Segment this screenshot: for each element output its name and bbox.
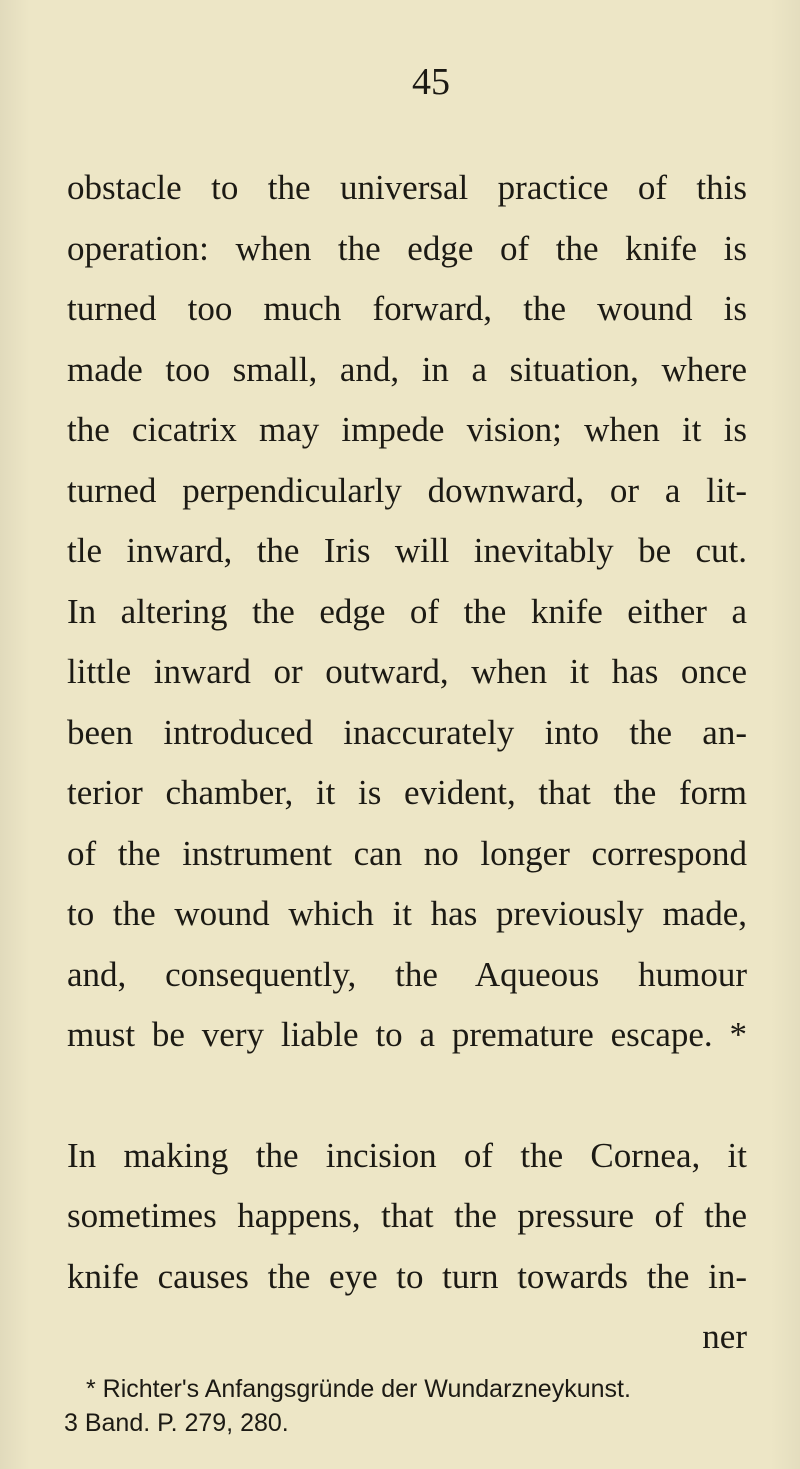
- footnote-line: * Richter's Anfangsgründe der Wundarzneykunst.: [86, 1375, 631, 1403]
- text-line: tle inward, the Iris will inevitably be cut.: [67, 531, 747, 570]
- text-line: little inward or outward, when it has once: [67, 652, 747, 691]
- text-line: In altering the edge of the knife either a: [67, 591, 747, 631]
- paragraph-1: [67, 158, 747, 1066]
- footnote: [64, 1372, 744, 1440]
- text-line: obstacle to the universal practice of this: [67, 168, 747, 207]
- text-line: In making the incision of the Cornea, it: [67, 1135, 747, 1175]
- text-line: turned perpendicularly downward, or a lit-: [67, 470, 747, 510]
- text-line: turned too much forward, the wound is: [67, 289, 747, 328]
- text-line: made too small, and, in a situation, where: [67, 349, 747, 389]
- text-line: of the instrument can no longer correspond: [67, 833, 747, 873]
- text-line: terior chamber, it is evident, that the form: [67, 773, 747, 812]
- text-line: must be very liable to a premature escape. *: [67, 1015, 747, 1054]
- text-line: and, consequently, the Aqueous humour: [67, 954, 747, 994]
- text-line: to the wound which it has previously made,: [67, 894, 747, 933]
- paragraph-2: [67, 1126, 747, 1368]
- page-number: 45: [412, 61, 450, 103]
- footnote-line: 3 Band. P. 279, 280.: [64, 1409, 289, 1437]
- text-line: operation: when the edge of the knife is: [67, 228, 747, 268]
- text-line: knife causes the eye to turn towards the in-: [67, 1256, 747, 1296]
- text-line: the cicatrix may impede vision; when it is: [67, 410, 747, 449]
- text-line: sometimes happens, that the pressure of the: [67, 1196, 747, 1235]
- paragraph-gap: [67, 1066, 747, 1126]
- text-line: been introduced inaccurately into the an-: [67, 712, 747, 752]
- main-text: [67, 158, 747, 1368]
- catchword: ner: [702, 1317, 747, 1356]
